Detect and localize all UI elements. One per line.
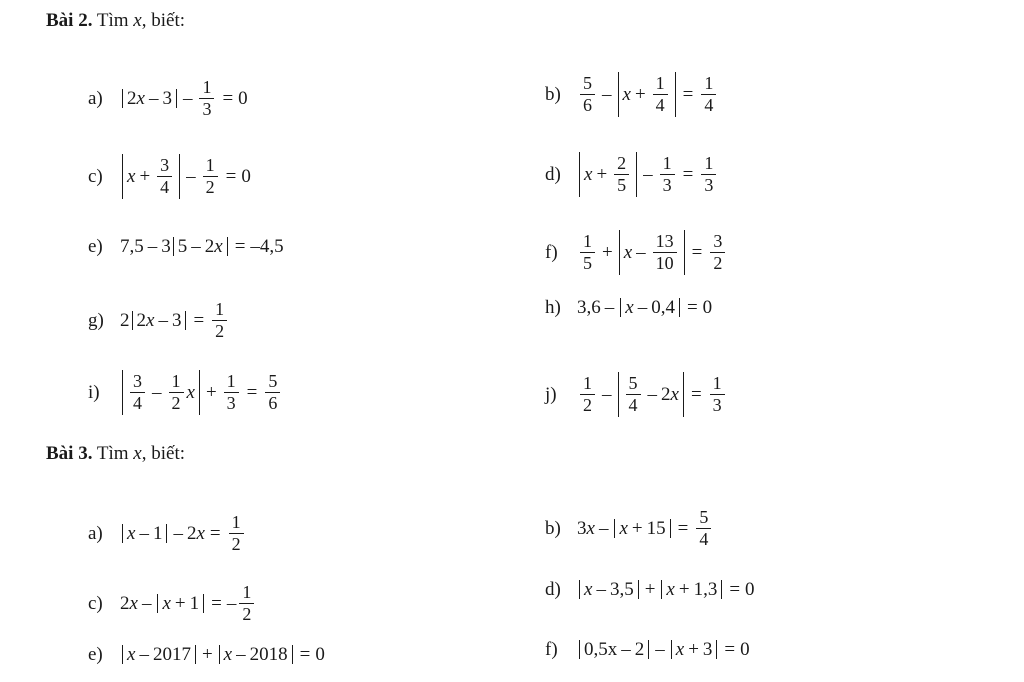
problem-expression <box>120 583 257 624</box>
problem-bai3-c <box>88 583 257 624</box>
num-15: 15 <box>646 517 666 539</box>
problem-bai3-b <box>545 508 714 549</box>
op-minus: – <box>147 236 158 257</box>
problem-expression <box>120 300 230 341</box>
problem-label: a) <box>88 87 103 109</box>
op-equals: = <box>677 517 689 539</box>
problem-expression <box>577 152 719 197</box>
var-x: x <box>622 83 631 105</box>
problem-bai2-j <box>545 372 728 417</box>
problem-label: c) <box>88 592 103 614</box>
fraction-3-4: $\frac{3}{4}$ <box>130 372 145 413</box>
op-equals: = <box>225 165 237 187</box>
exercise-heading-text: Tìm <box>96 10 129 31</box>
num-1: 1 <box>152 522 163 544</box>
num-0: 0 <box>241 165 251 187</box>
fraction-13-10: $\frac{13}{10}$ <box>653 232 677 273</box>
num-2: 2 <box>661 383 671 405</box>
problem-label: c) <box>88 165 103 187</box>
op-equals: = <box>682 83 694 105</box>
num-3: 3 <box>161 236 171 257</box>
op-plus: + <box>644 579 656 600</box>
num-7-5: 7,5 <box>120 236 144 257</box>
op-plus: + <box>678 579 690 600</box>
problem-bai2-c <box>88 154 251 199</box>
exercise-heading-text: Tìm <box>96 443 129 464</box>
problem-expression <box>577 72 719 117</box>
op-equals: = <box>691 241 703 263</box>
op-minus: – <box>236 644 246 665</box>
var-x: x <box>619 517 628 539</box>
var-x: x <box>666 579 675 600</box>
problem-label: e) <box>88 644 103 665</box>
op-plus: + <box>634 83 646 105</box>
exercise-heading-label: Bài 2. <box>46 10 93 31</box>
problem-expression <box>120 237 284 256</box>
fraction-1-4: $\frac{1}{4}$ <box>653 74 668 115</box>
problem-expression <box>577 508 714 549</box>
num-3: 3 <box>171 309 182 331</box>
problem-label: b) <box>545 517 561 539</box>
problem-bai2-b <box>545 72 719 117</box>
op-equals: = <box>729 579 741 600</box>
num-2: 2 <box>634 639 645 660</box>
var-x: x <box>623 241 633 263</box>
op-minus: – <box>621 639 631 660</box>
op-minus: – <box>148 87 159 109</box>
op-equals: = <box>724 639 736 660</box>
fraction-1-2: $\frac{1}{2}$ <box>203 156 218 197</box>
fraction-2-5: $\frac{2}{5}$ <box>614 154 629 195</box>
fraction-1-2: $\frac{1}{2}$ <box>229 513 244 554</box>
exercise-heading-variable: x <box>133 10 142 31</box>
op-plus: + <box>602 241 613 263</box>
problem-label: b) <box>545 83 561 105</box>
problem-bai3-a <box>88 513 247 554</box>
fraction-3-2: $\frac{3}{2}$ <box>710 232 725 273</box>
op-plus: + <box>596 163 608 185</box>
var-x: x <box>127 522 136 544</box>
op-minus: – <box>152 381 162 403</box>
var-x: x <box>675 639 685 660</box>
problem-bai2-a <box>88 78 248 119</box>
var-x: x <box>584 163 593 185</box>
op-plus: + <box>139 165 151 187</box>
num-0: 0 <box>238 87 248 109</box>
op-minus: – <box>598 517 609 539</box>
problem-label: f) <box>545 241 558 263</box>
num-0-5x: 0,5x <box>584 639 618 660</box>
op-minus: – <box>173 522 183 544</box>
op-equals: = <box>246 381 258 403</box>
problem-bai3-d <box>545 580 755 599</box>
op-equals: = <box>299 644 311 665</box>
fraction-1-5: $\frac{1}{5}$ <box>580 232 595 273</box>
num-3-5: 3,5 <box>609 579 634 600</box>
fraction-3-4: $\frac{3}{4}$ <box>157 156 172 197</box>
op-plus: + <box>688 639 699 660</box>
problem-label: g) <box>88 309 104 331</box>
problem-bai2-g <box>88 300 230 341</box>
op-equals: = <box>682 163 694 185</box>
exercise-heading-suffix: , biết: <box>141 443 186 464</box>
num-2017: 2017 <box>152 644 191 665</box>
problem-label: d) <box>545 579 561 600</box>
exercise-heading-suffix: , biết: <box>141 10 186 31</box>
fraction-1-4: $\frac{1}{4}$ <box>701 74 716 115</box>
op-minus: – <box>139 644 149 665</box>
op-equals: = <box>690 383 702 405</box>
num-2: 2 <box>120 309 130 331</box>
exercise-heading-bai2 <box>46 10 185 33</box>
fraction-1-3: $\frac{1}{3}$ <box>660 154 675 195</box>
var-x: x <box>625 297 634 318</box>
problem-label: j) <box>545 383 557 405</box>
op-minus: – <box>141 592 152 614</box>
problem-label: f) <box>545 639 558 660</box>
op-minus: – <box>186 165 196 187</box>
op-minus: – <box>604 297 615 318</box>
problem-expression <box>577 230 728 275</box>
op-minus: – <box>636 241 646 263</box>
var-x: x <box>129 592 138 614</box>
num-2018: 2018 <box>249 644 288 665</box>
op-equals: = <box>211 592 222 614</box>
var-x: x <box>146 309 155 331</box>
num-2: 2 <box>127 87 137 109</box>
num-3-6: 3,6 <box>577 297 601 318</box>
problem-expression <box>577 298 712 317</box>
fraction-5-4: $\frac{5}{4}$ <box>626 374 641 415</box>
fraction-5-6: $\frac{5}{6}$ <box>265 372 280 413</box>
op-minus: – <box>647 383 657 405</box>
problem-bai2-e <box>88 237 284 256</box>
fraction-1-2: $\frac{1}{2}$ <box>580 374 595 415</box>
var-x: x <box>586 517 595 539</box>
op-plus: + <box>205 381 217 403</box>
num-3: 3 <box>702 639 713 660</box>
num-5: 5 <box>177 236 188 257</box>
num-0-4: 0,4 <box>651 297 675 318</box>
var-x: x <box>127 644 136 665</box>
op-minus: – <box>655 639 665 660</box>
problem-bai3-e <box>88 645 325 664</box>
var-x: x <box>584 579 593 600</box>
op-minus: – <box>139 522 149 544</box>
num-neg-4-5: –4,5 <box>250 236 284 257</box>
op-plus: + <box>631 517 643 539</box>
exercise-heading-bai3 <box>46 443 185 466</box>
fraction-1-3: $\frac{1}{3}$ <box>701 154 716 195</box>
op-minus: – <box>191 236 201 257</box>
problem-expression <box>120 513 247 554</box>
op-equals: = <box>193 309 205 331</box>
problem-label: d) <box>545 163 561 185</box>
fraction-5-4: $\frac{5}{4}$ <box>696 508 711 549</box>
problem-expression <box>120 154 251 199</box>
var-x: x <box>136 87 145 109</box>
num-2: 2 <box>204 236 215 257</box>
fraction-1-3: $\frac{1}{3}$ <box>710 374 725 415</box>
num-0: 0 <box>702 297 713 318</box>
problem-expression <box>120 370 283 415</box>
fraction-5-6: $\frac{5}{6}$ <box>580 74 595 115</box>
num-2: 2 <box>186 522 197 544</box>
op-equals: = <box>209 522 221 544</box>
fraction-1-3: $\frac{1}{3}$ <box>224 372 239 413</box>
op-minus: – <box>643 163 653 185</box>
problem-label: i) <box>88 381 100 403</box>
problem-label: e) <box>88 236 103 257</box>
op-plus: + <box>201 644 213 665</box>
problem-expression <box>120 78 248 119</box>
var-x: x <box>162 592 171 614</box>
problem-label: a) <box>88 522 103 544</box>
var-x: x <box>127 165 136 187</box>
problem-expression <box>577 640 750 659</box>
op-minus: – <box>602 83 612 105</box>
num-3: 3 <box>577 517 587 539</box>
problem-label: h) <box>545 297 561 318</box>
problem-bai2-i <box>88 370 283 415</box>
num-0: 0 <box>740 639 750 660</box>
problem-expression <box>577 372 728 417</box>
op-minus: – <box>602 383 612 405</box>
num-1: 1 <box>189 592 200 614</box>
fraction-1-2: $\frac{1}{2}$ <box>212 300 227 341</box>
op-plus: + <box>174 592 186 614</box>
problem-expression <box>120 645 325 664</box>
num-0: 0 <box>745 579 755 600</box>
problem-bai2-h <box>545 298 712 317</box>
exercise-heading-label: Bài 3. <box>46 443 93 464</box>
problem-expression <box>577 580 755 599</box>
op-equals: = <box>234 236 246 257</box>
var-x: x <box>196 522 205 544</box>
num-0: 0 <box>315 644 325 665</box>
problem-bai2-f <box>545 230 728 275</box>
num-2: 2 <box>136 309 146 331</box>
var-x: x <box>214 236 223 257</box>
num-3: 3 <box>162 87 172 109</box>
problem-bai2-d <box>545 152 719 197</box>
problem-bai3-f <box>545 640 750 659</box>
fraction-1-2: $\frac{1}{2}$ <box>239 583 254 624</box>
op-equals: = <box>222 87 234 109</box>
exercise-heading-variable: x <box>133 443 142 464</box>
var-x: x <box>186 381 195 403</box>
var-x: x <box>670 383 679 405</box>
op-minus: – <box>158 309 168 331</box>
op-minus-sign: – <box>226 592 237 614</box>
fraction-1-3: $\frac{1}{3}$ <box>199 78 214 119</box>
op-minus: – <box>596 579 606 600</box>
op-minus: – <box>182 87 193 109</box>
var-x: x <box>223 644 233 665</box>
op-equals: = <box>686 297 698 318</box>
fraction-1-2: $\frac{1}{2}$ <box>169 372 184 413</box>
op-minus: – <box>637 297 648 318</box>
num-2: 2 <box>120 592 130 614</box>
num-1-3: 1,3 <box>693 579 718 600</box>
